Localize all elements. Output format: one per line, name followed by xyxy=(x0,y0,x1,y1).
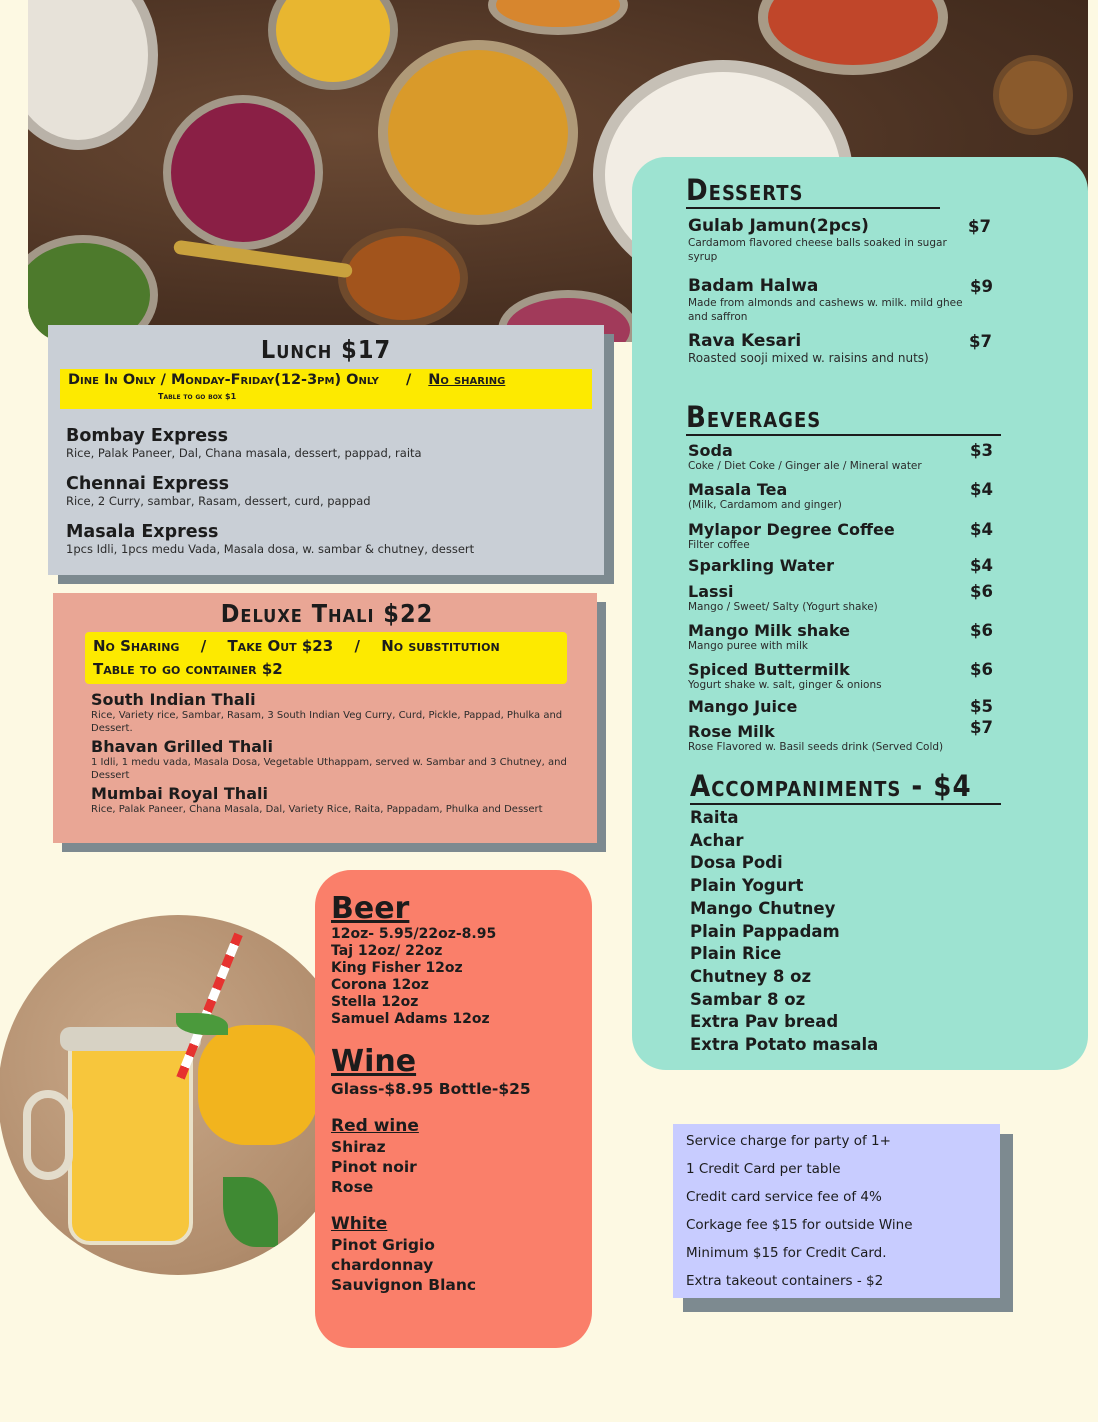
list-item: chardonnay xyxy=(331,1256,434,1274)
beverage-item-price: $6 xyxy=(970,582,993,601)
info-line: Extra takeout containers - $2 xyxy=(686,1273,884,1289)
lunch-item xyxy=(66,522,586,556)
list-item: Pinot noir xyxy=(331,1158,417,1176)
lunch-notice-left: Dine In Only / Monday-Friday(12-3pm) Only xyxy=(68,372,379,388)
info-line: Service charge for party of 1+ xyxy=(686,1133,891,1149)
beverage-item xyxy=(688,520,993,551)
deluxe-notice-sep: / xyxy=(200,637,207,655)
deluxe-notice xyxy=(85,632,567,684)
drinks-card xyxy=(315,870,592,1348)
dessert-item xyxy=(688,277,991,324)
wine-pricing: Glass-$8.95 Bottle-$25 xyxy=(331,1080,531,1098)
beverage-item-price: $6 xyxy=(970,621,993,640)
dessert-item-desc: Made from almonds and cashews w. milk. mild ghee and saffron xyxy=(688,297,963,323)
beverage-item-name: Lassi xyxy=(688,582,734,601)
lunch-item-name: Bombay Express xyxy=(66,426,228,446)
wine-title: Wine xyxy=(331,1044,417,1079)
beverage-item-price: $7 xyxy=(970,718,993,737)
deluxe-notice-c: No substitution xyxy=(381,637,500,655)
beverage-item-name: Masala Tea xyxy=(688,480,788,499)
beverage-item xyxy=(688,441,993,472)
beer-title: Beer xyxy=(331,891,410,926)
dessert-item-desc: Cardamom flavored cheese balls soaked in sugar syrup xyxy=(688,237,947,263)
dessert-item-name: Rava Kesari xyxy=(688,331,802,351)
lunch-item xyxy=(66,474,586,508)
lunch-item-name: Chennai Express xyxy=(66,474,230,494)
beverage-item xyxy=(688,556,993,575)
lunch-notice xyxy=(60,369,592,409)
beverage-item-desc: Coke / Diet Coke / Ginger ale / Mineral water xyxy=(688,460,922,472)
list-item: Plain Rice xyxy=(690,944,782,964)
accompaniments-list xyxy=(690,807,878,1057)
beverage-item-desc: Mango puree with milk xyxy=(688,640,808,652)
deluxe-notice-a: No Sharing xyxy=(93,637,180,655)
beverage-item-name: Soda xyxy=(688,441,733,460)
lunch-item-desc: Rice, 2 Curry, sambar, Rasam, dessert, curd, pappad xyxy=(66,494,371,508)
list-item: Sauvignon Blanc xyxy=(331,1276,477,1294)
lunch-title: Lunch $17 xyxy=(260,335,392,364)
lunch-item xyxy=(66,426,586,460)
deluxe-item xyxy=(91,737,577,782)
beverage-item-desc: Yogurt shake w. salt, ginger & onions xyxy=(688,679,882,691)
beverages-title: Beverages xyxy=(686,400,1001,436)
dessert-item-name: Badam Halwa xyxy=(688,276,819,296)
beverage-item-price: $4 xyxy=(970,520,993,539)
list-item: Extra Potato masala xyxy=(690,1035,879,1055)
deluxe-item-name: South Indian Thali xyxy=(91,690,256,709)
list-item: Raita xyxy=(690,808,739,827)
lunch-item-desc: 1pcs Idli, 1pcs medu Vada, Masala dosa, w. sambar & chutney, dessert xyxy=(66,542,475,556)
mango-drink-photo xyxy=(0,915,358,1275)
info-line: 1 Credit Card per table xyxy=(686,1161,841,1177)
list-item: Achar xyxy=(690,830,744,850)
lunch-item-desc: Rice, Palak Paneer, Dal, Chana masala, dessert, pappad, raita xyxy=(66,446,422,460)
deluxe-item xyxy=(91,690,577,735)
dessert-item xyxy=(688,332,991,365)
deluxe-notice-d: Table to go container $2 xyxy=(93,660,283,678)
beverage-item xyxy=(688,660,993,691)
beverage-item-name: Rose Milk xyxy=(688,722,775,741)
deluxe-title: Deluxe Thali $22 xyxy=(220,599,434,628)
beverage-item-name: Sparkling Water xyxy=(688,556,834,575)
lunch-item-name: Masala Express xyxy=(66,522,219,542)
lunch-notice-right: No sharing xyxy=(428,372,506,388)
deluxe-notice-sep: / xyxy=(354,637,360,655)
deluxe-panel xyxy=(53,593,597,843)
list-item: Pinot Grigio xyxy=(331,1236,435,1254)
list-item: Chutney 8 oz xyxy=(690,966,812,986)
beverage-item-price: $3 xyxy=(970,441,993,460)
list-item: Dosa Podi xyxy=(690,853,783,873)
list-item: Corona 12oz xyxy=(331,977,429,993)
info-line: Minimum $15 for Credit Card. xyxy=(686,1245,887,1261)
beverage-item-name: Mango Juice xyxy=(688,697,798,716)
beverage-item xyxy=(688,621,993,652)
dessert-item-desc: Roasted sooji mixed w. raisins and nuts) xyxy=(688,351,929,365)
deluxe-notice-b: Take Out $23 xyxy=(227,637,334,655)
beverage-item-desc: Filter coffee xyxy=(688,539,750,551)
list-item: Rose xyxy=(331,1178,374,1196)
deluxe-item-desc: Rice, Variety rice, Sambar, Rasam, 3 South Indian Veg Curry, Curd, Pickle, Pappad, Phulka and Dessert. xyxy=(91,710,563,734)
deluxe-item-name: Bhavan Grilled Thali xyxy=(91,737,273,756)
lunch-panel xyxy=(48,325,604,575)
list-item: Taj 12oz/ 22oz xyxy=(331,943,443,959)
beverage-item-desc: Mango / Sweet/ Salty (Yogurt shake) xyxy=(688,601,878,613)
deluxe-item xyxy=(91,784,577,816)
dessert-item-price: $7 xyxy=(969,332,992,351)
red-wine-title: Red wine xyxy=(331,1116,419,1136)
list-item: Mango Chutney xyxy=(690,898,836,918)
beverage-item-desc: Rose Flavored w. Basil seeds drink (Served Cold) xyxy=(688,741,944,753)
list-item: 12oz- 5.95/22oz-8.95 xyxy=(331,926,497,942)
list-item: Stella 12oz xyxy=(331,994,419,1010)
info-line: Credit card service fee of 4% xyxy=(686,1189,882,1205)
beverage-item xyxy=(688,697,993,716)
list-item: King Fisher 12oz xyxy=(331,960,463,976)
info-box xyxy=(673,1124,1000,1298)
lunch-notice-sep: / xyxy=(405,372,412,388)
list-item: Shiraz xyxy=(331,1138,386,1156)
deluxe-item-desc: Rice, Palak Paneer, Chana Masala, Dal, Variety Rice, Raita, Pappadam, Phulka and Dessert xyxy=(91,804,543,815)
white-wine-title: White xyxy=(331,1214,388,1234)
deluxe-item-name: Mumbai Royal Thali xyxy=(91,784,268,803)
dessert-item-price: $7 xyxy=(968,217,991,236)
right-menu-panel xyxy=(632,157,1088,1070)
beverage-item xyxy=(688,718,993,753)
desserts-title: Desserts xyxy=(686,173,940,209)
lunch-notice-small: Table to go box $1 xyxy=(158,392,237,401)
dessert-item-price: $9 xyxy=(970,277,993,296)
list-item: Samuel Adams 12oz xyxy=(331,1011,490,1027)
beverage-item-price: $4 xyxy=(970,480,993,499)
dessert-item-name: Gulab Jamun(2pcs) xyxy=(688,216,869,236)
accompaniments-title: Accompaniments - $4 xyxy=(690,769,1001,805)
info-line: Corkage fee $15 for outside Wine xyxy=(686,1217,913,1233)
beverage-item-price: $6 xyxy=(970,660,993,679)
list-item: Plain Yogurt xyxy=(690,876,804,896)
beverage-item xyxy=(688,582,993,613)
beverage-item-name: Spiced Buttermilk xyxy=(688,660,850,679)
beverage-item-price: $5 xyxy=(970,697,993,716)
beverage-item-price: $4 xyxy=(970,556,993,575)
list-item: Plain Pappadam xyxy=(690,921,840,941)
beverage-item-name: Mango Milk shake xyxy=(688,621,850,640)
beverage-item-desc: (Milk, Cardamom and ginger) xyxy=(688,499,842,511)
deluxe-item-desc: 1 Idli, 1 medu vada, Masala Dosa, Vegetable Uthappam, served w. Sambar and 3 Chutney, and Dessert xyxy=(91,757,567,781)
list-item: Sambar 8 oz xyxy=(690,989,806,1009)
beverage-item xyxy=(688,480,993,511)
beverage-item-name: Mylapor Degree Coffee xyxy=(688,520,895,539)
list-item: Extra Pav bread xyxy=(690,1012,839,1032)
dessert-item xyxy=(688,217,991,264)
